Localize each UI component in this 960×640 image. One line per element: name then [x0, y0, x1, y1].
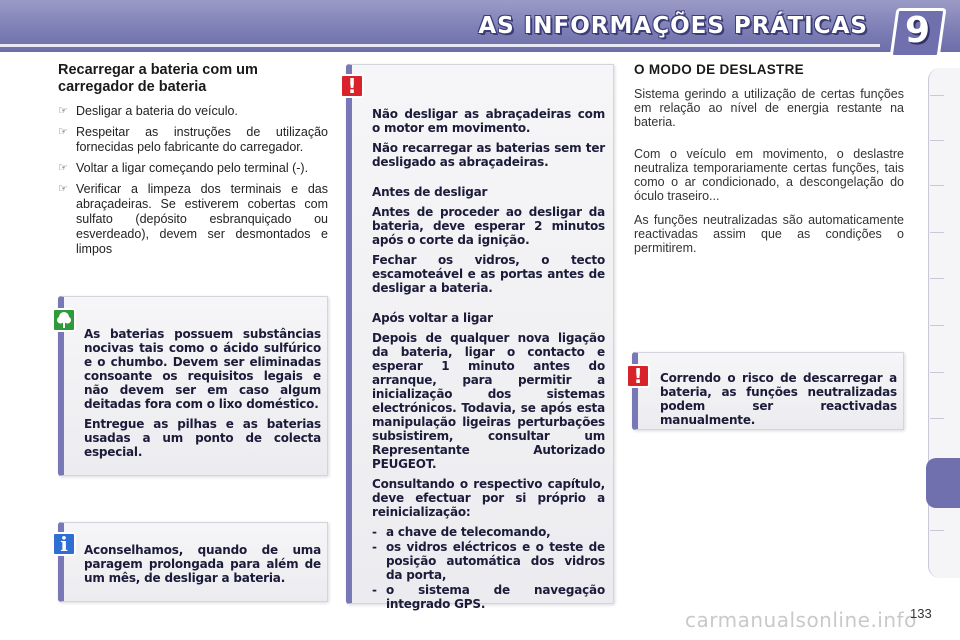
page-title: AS INFORMAÇÕES PRÁTICAS	[478, 13, 868, 39]
list-item: - a chave de telecomando,	[372, 525, 551, 539]
pointing-hand-icon: ☞	[58, 183, 68, 195]
tab-chapter-9[interactable]	[926, 458, 960, 508]
pointing-hand-icon: ☞	[58, 126, 68, 138]
warning-paragraph: Não recarregar as baterias sem ter desligado as abraçadeiras.	[372, 141, 605, 169]
note-text: Aconselhamos, quando de uma paragem prolongada para além de um mês, de desligar a bateria.	[84, 543, 321, 585]
list-item: - os vidros eléctricos e o teste de posição automática dos vidros da porta,	[372, 540, 605, 582]
list-item: ☞ Respeitar as instruções de utilização fornecidas pelo fabricante do carregador.	[58, 125, 328, 154]
tab-separator	[930, 372, 944, 373]
subheading: Antes de desligar	[372, 185, 488, 199]
header-divider	[0, 44, 880, 47]
tab-separator	[930, 140, 944, 141]
list-item: - o sistema de navegação integrado GPS.	[372, 583, 605, 611]
list-item: ☞ Voltar a ligar começando pelo terminal (-).	[58, 161, 309, 175]
instruction-list	[58, 104, 328, 257]
watermark: carmanualsonline.info	[685, 608, 917, 632]
warning-procedure-box	[346, 64, 614, 611]
procedure-paragraph: Fechar os vidros, o tecto escamoteável e as portas antes de desligar a bateria.	[372, 253, 605, 295]
body-paragraph: Com o veículo em movimento, o deslastre neutraliza temporariamente certas funções, tais como o ar condicionado, a descongelação do óculo traseiro...	[634, 147, 904, 203]
procedure-paragraph: Antes de proceder ao desligar da bateria, deve esperar 2 minutos após o corte da ignição.	[372, 205, 605, 247]
warning-note-box	[632, 352, 904, 430]
warning-paragraph: Não desligar as abraçadeiras com o motor em movimento.	[372, 107, 605, 135]
tab-separator	[930, 325, 944, 326]
note-paragraph: As baterias possuem substâncias nocivas tais como o ácido sulfúrico e o chumbo. Devem ser eliminadas consoante os requisitos legais e não devem ser em caso algum deitadas fora com o lixo doméstico.	[84, 327, 321, 411]
body-paragraph: Sistema gerindo a utilização de certas funções em relação ao nível de energia restante na bateria.	[634, 87, 904, 129]
tab-separator	[930, 185, 944, 186]
pointing-hand-icon: ☞	[58, 105, 68, 117]
tree-icon	[52, 308, 76, 332]
load-shedding-section	[634, 62, 904, 265]
page-number: 133	[910, 606, 932, 621]
chapter-number: 9	[905, 10, 931, 51]
procedure-paragraph: Consultando o respectivo capítulo, deve efectuar por si próprio a reinicialização:	[372, 477, 605, 519]
section-title: Recarregar a bateria com um carregador de bateria	[58, 62, 258, 95]
list-item: ☞ Verificar a limpeza dos terminais e das abraçadeiras. Se estiverem cobertas com sulfato (depósito esbranquiçado ou esverdeado), devem ser desmontados e limpos	[58, 182, 328, 256]
list-item: ☞ Desligar a bateria do veículo.	[58, 104, 238, 118]
body-paragraph: As funções neutralizadas são automaticamente reactivadas assim que as condições o permitirem.	[634, 213, 904, 255]
warning-icon: !	[626, 364, 650, 388]
note-paragraph: Entregue as pilhas e as baterias usadas a um ponto de colecta especial.	[84, 417, 321, 459]
environment-note-box	[58, 296, 328, 476]
warning-icon: !	[340, 74, 364, 98]
note-text: Correndo o risco de descarregar a bateria, as funções neutralizadas podem ser reactivadas manualmente.	[660, 371, 897, 427]
battery-charging-section	[58, 62, 328, 263]
subheading: Após voltar a ligar	[372, 311, 493, 325]
info-icon: i	[52, 532, 76, 556]
tab-separator	[930, 418, 944, 419]
tab-separator	[930, 530, 944, 531]
tab-separator	[930, 232, 944, 233]
tab-separator	[930, 278, 944, 279]
info-note-box	[58, 522, 328, 602]
section-title: O MODO DE DESLASTRE	[634, 62, 804, 77]
procedure-paragraph: Depois de qualquer nova ligação da bateria, ligar o contacto e esperar 1 minuto antes do arranque, para permitir a inicialização dos sistemas electrónicos. Todavia, se após esta manipulação ligeiras perturbações subsistirem, consultar um Representante Autorizado PEUGEOT.	[372, 331, 605, 471]
tab-separator	[930, 95, 944, 96]
pointing-hand-icon: ☞	[58, 162, 68, 174]
reinit-list	[372, 525, 605, 611]
